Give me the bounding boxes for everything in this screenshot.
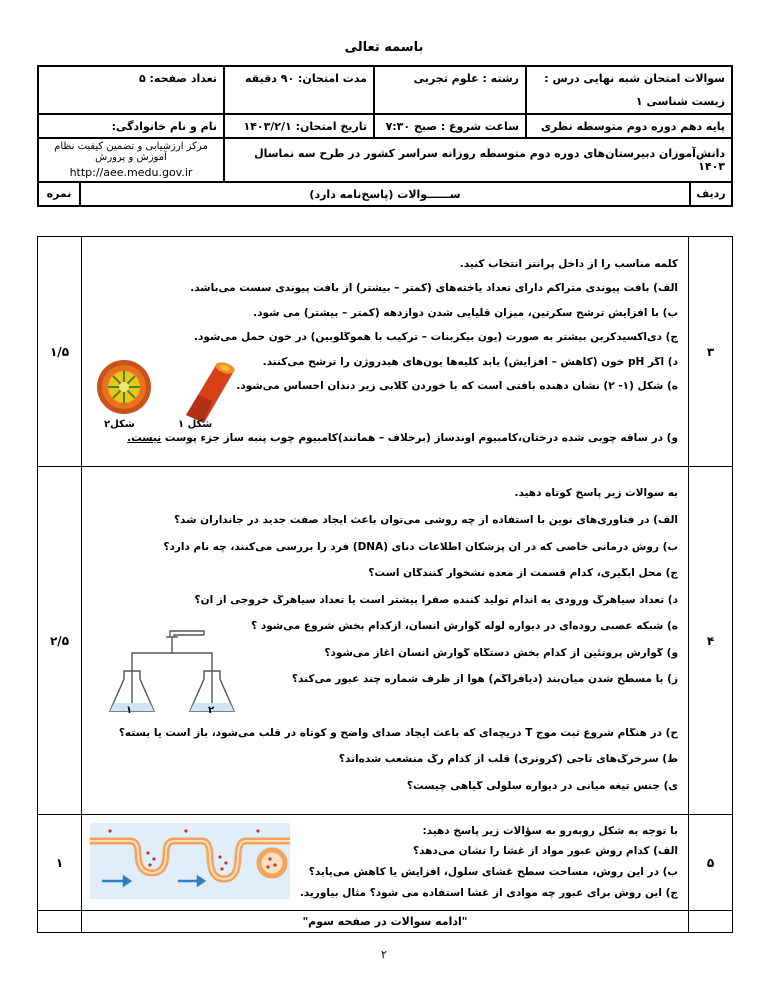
- flask-label-2: ۲: [208, 705, 215, 716]
- q3-line: ه) شکل (۱- ۲) نشان دهنده بافتی است که با خوردن گلابی زیر دندان احساس می‌شود.: [236, 381, 678, 393]
- continue-note: "ادامه سوالات در صفحه سوم": [82, 911, 689, 933]
- q4-line: ز) با مسطح شدن میان‌بند (دیافراگم) هوا از ظرف شماره چند عبور می‌کند؟: [291, 674, 678, 686]
- q4-line: د) تعداد سیاهرگ ورودی به اندام تولید کننده صفرا بیشتر است یا تعداد سیاهرگ خروجی از آن؟: [194, 594, 678, 606]
- q3-last-line-underlined: نیست.: [127, 432, 162, 444]
- exam-title-cell: [526, 66, 732, 114]
- students-line-cell: دانش‌آموزان دبیرستان‌های دوره دوم متوسطه روزانه سراسر کشور در طرح سه نماسال ۱۴۰۳: [224, 138, 732, 182]
- question-row-5: [38, 815, 733, 911]
- org-cell: [38, 138, 224, 182]
- q4-line: ج) محل آبگیری، کدام قسمت از معده نشخوار کنندگان است؟: [368, 568, 678, 580]
- endocytosis-figure: [90, 823, 290, 899]
- q3-line: کلمه مناسب را از داخل پرانتز انتخاب کنید.: [459, 258, 678, 270]
- q4-line: ه) شبکه عصبی روده‌ای در دیواره لوله گوارش انسان، ازکدام بخش شروع می‌شود ؟: [251, 621, 678, 633]
- figure-label-2: شکل۲: [104, 419, 135, 430]
- q5-line: الف) کدام روش عبور مواد از غشا را نشان می‌دهد؟: [413, 846, 678, 858]
- q3-line: ج) دی‌اکسیدکربن بیشتر به صورت (یون بیکربنات – ترکیب با هموگلوبین) در خون حمل می‌شود.: [194, 332, 678, 344]
- col-score: نمره: [39, 183, 81, 205]
- continue-row: [38, 911, 733, 933]
- question-score: ۱/۵: [38, 237, 82, 467]
- page-number: ۲: [381, 948, 387, 961]
- question-number: ۴: [689, 467, 733, 815]
- page-title: باسمه تعالی: [344, 40, 424, 55]
- org-url: http://aee.medu.gov.ir: [69, 166, 193, 179]
- grade-cell: پایه دهم دوره دوم متوسطه نظری: [526, 114, 732, 138]
- q4-line: الف) در فناوری‌های نوین با استفاده از چه روشی می‌توان باعث ایجاد صفت جدید در جانداران شد؟: [173, 515, 678, 527]
- q4-line: به سوالات زیر پاسخ کوتاه دهید.: [514, 488, 678, 500]
- flask-label-1: ۱: [126, 705, 133, 716]
- question-row-4: [38, 467, 733, 815]
- question-row-3: [38, 237, 733, 467]
- question-number: ۳: [689, 237, 733, 467]
- q4-line: ی) جنس تیغه میانی در دیواره سلولی گیاهی چیست؟: [406, 780, 678, 792]
- q3-line: د) اگر pH خون (کاهش – افزایش) یابد کلیه‌ها یون‌های هیدروژن را ترشح می‌کنند.: [262, 356, 678, 368]
- q4-line: ط) سرخرگ‌های تاجی (کرونری) قلب از کدام رگ منشعب شده‌اند؟: [338, 754, 678, 766]
- col-questions: ســــــوالات (پاسخ‌نامه دارد): [309, 187, 461, 201]
- column-header-cell: [38, 182, 732, 206]
- question-score: ۱: [38, 815, 82, 911]
- exam-title-line2: زیست شناسی ۱: [635, 95, 725, 108]
- q5-line: ب) در این روش، مساحت سطح غشای سلول، افزایش یا کاهش می‌یابد؟: [308, 867, 678, 878]
- q3-line: ب) با افزایش ترشح سکرتین، میزان قلیایی شدن دوازدهه (کمتر – بیشتر) می شود.: [253, 307, 678, 319]
- q4-line: ح) در هنگام شروع ثبت موج T دریچه‌ای که باعث ایجاد صدای واضح و کوتاه در قلب می‌شود، باز است یا بسته؟: [118, 727, 678, 739]
- org-name: مرکز ارزشیابی و تضمین کیفیت نظام آموزش و پرورش: [54, 141, 208, 163]
- question-body: [82, 467, 689, 815]
- question-score: ۲/۵: [38, 467, 82, 815]
- question-body: [82, 815, 689, 911]
- page-count-cell: تعداد صفحه: ۵: [38, 66, 224, 114]
- question-body: [82, 237, 689, 467]
- figure-label-1: شکل ۱: [178, 419, 213, 430]
- start-time-cell: ساعت شروع : صبح ۷:۳۰: [374, 114, 526, 138]
- q3-last-line-text: و) در ساقه چوبی شده درختان،کامبیوم آوندساز (برخلاف – همانند)کامبیوم چوب پنبه ساز جزء پوست: [161, 432, 678, 444]
- question-number: ۵: [689, 815, 733, 911]
- field-cell: رشته : علوم تجربی: [374, 66, 526, 114]
- flask-figure: [104, 627, 254, 719]
- q5-line: ج) این روش برای عبور چه موادی از غشا استفاده می شود؟ مثال بیاورید.: [299, 887, 678, 899]
- q4-line: ب) روش درمانی خاصی که در آن پزشکان اطلاعات دنای (DNA) فرد را بررسی می‌کنند، چه نام دارد؟: [163, 541, 678, 553]
- q3-line: الف) بافت پیوندی متراکم دارای تعداد یاخته‌های (کمتر – بیشتر) از بافت پیوندی سست می‌باشد.: [190, 283, 678, 295]
- exam-title-line1: سوالات امتحان شبه نهایی درس :: [544, 72, 725, 85]
- col-row: ردیف: [689, 183, 731, 205]
- student-name-cell: نام و نام خانوادگی:: [38, 114, 224, 138]
- q4-line: و) گوارش پروتئین از کدام بخش دستگاه گوارش انسان آغاز می‌شود؟: [324, 647, 678, 659]
- stem-figures: [94, 355, 244, 435]
- exam-date-cell: تاریخ امتحان: ۱۴۰۳/۲/۱: [224, 114, 374, 138]
- duration-cell: مدت امتحان: ۹۰ دقیقه: [224, 66, 374, 114]
- endocytosis-icon: [90, 823, 290, 899]
- questions-table: [37, 236, 733, 933]
- exam-header: [37, 65, 733, 207]
- q5-line: با توجه به شکل روبه‌رو به سؤالات زیر پاسخ دهید:: [422, 825, 678, 837]
